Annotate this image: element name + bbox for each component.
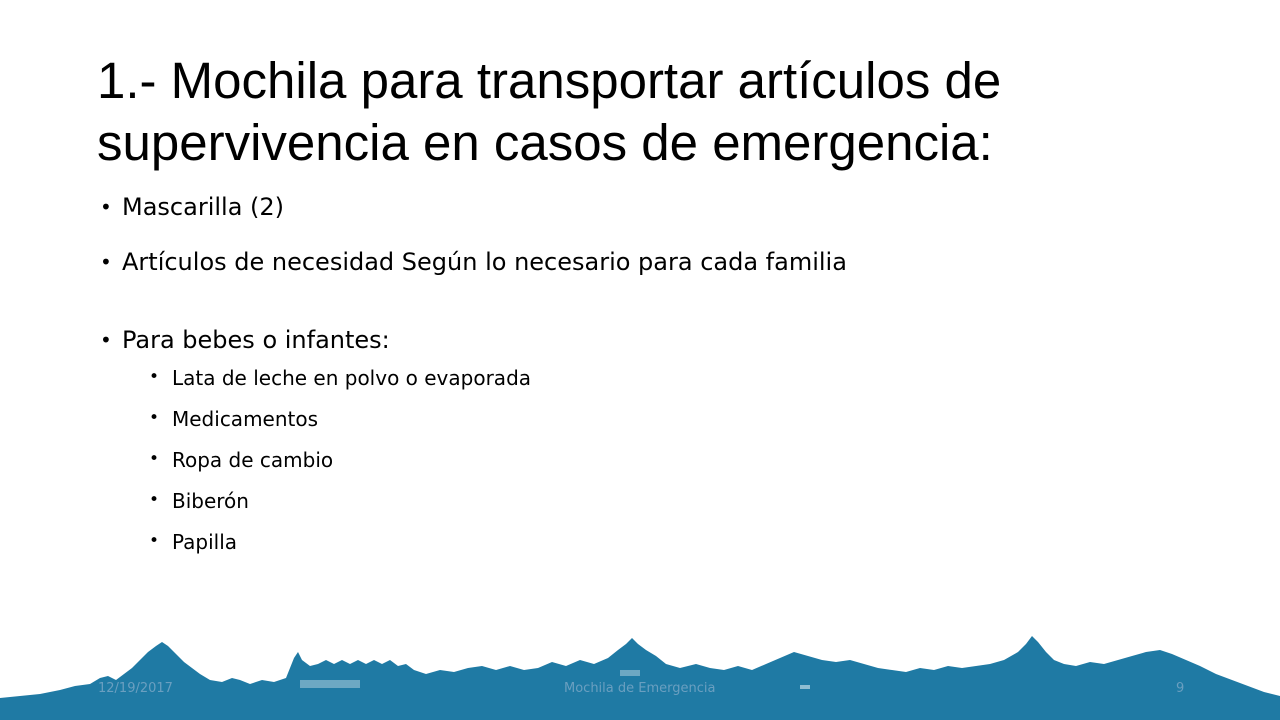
city-skyline-graphic: [0, 630, 1280, 720]
bullet-icon: •: [149, 449, 160, 469]
sub-bullet-list: [149, 365, 1200, 555]
sub-bullet-item: [149, 488, 1200, 514]
footer-title: Mochila de Emergencia: [564, 681, 716, 696]
bullet-text: Artículos de necesidad Según lo necesario para cada familia: [122, 248, 847, 276]
sub-bullet-item: [149, 529, 1200, 555]
sub-bullet-text: Biberón: [172, 489, 249, 513]
footer-date: 12/19/2017: [98, 681, 173, 696]
bullet-item: [100, 247, 1200, 277]
bullet-icon: •: [149, 490, 160, 510]
bullet-icon: •: [100, 250, 112, 274]
slide-content: [100, 192, 1200, 580]
bullet-icon: •: [100, 328, 112, 352]
sub-bullet-text: Lata de leche en polvo o evaporada: [172, 366, 532, 390]
slide-title: 1.- Mochila para transportar artículos de supervivencia en casos de emergencia:: [97, 52, 1002, 171]
sub-bullet-text: Ropa de cambio: [172, 448, 334, 472]
bullet-icon: •: [100, 195, 112, 219]
sub-bullet-item: [149, 365, 1200, 391]
bullet-icon: •: [149, 367, 160, 387]
bullet-list: [100, 192, 1200, 555]
sub-bullet-item: [149, 447, 1200, 473]
bullet-text: Mascarilla (2): [122, 193, 285, 221]
bullet-icon: •: [149, 531, 160, 551]
sub-bullet-text: Papilla: [172, 530, 238, 554]
bullet-item: [100, 192, 1200, 222]
bullet-text: Para bebes o infantes:: [122, 326, 390, 354]
sub-bullet-text: Medicamentos: [172, 407, 319, 431]
bullet-icon: •: [149, 408, 160, 428]
slide-number: 9: [1176, 681, 1185, 696]
sub-bullet-item: [149, 406, 1200, 432]
bullet-item: [100, 325, 1200, 555]
